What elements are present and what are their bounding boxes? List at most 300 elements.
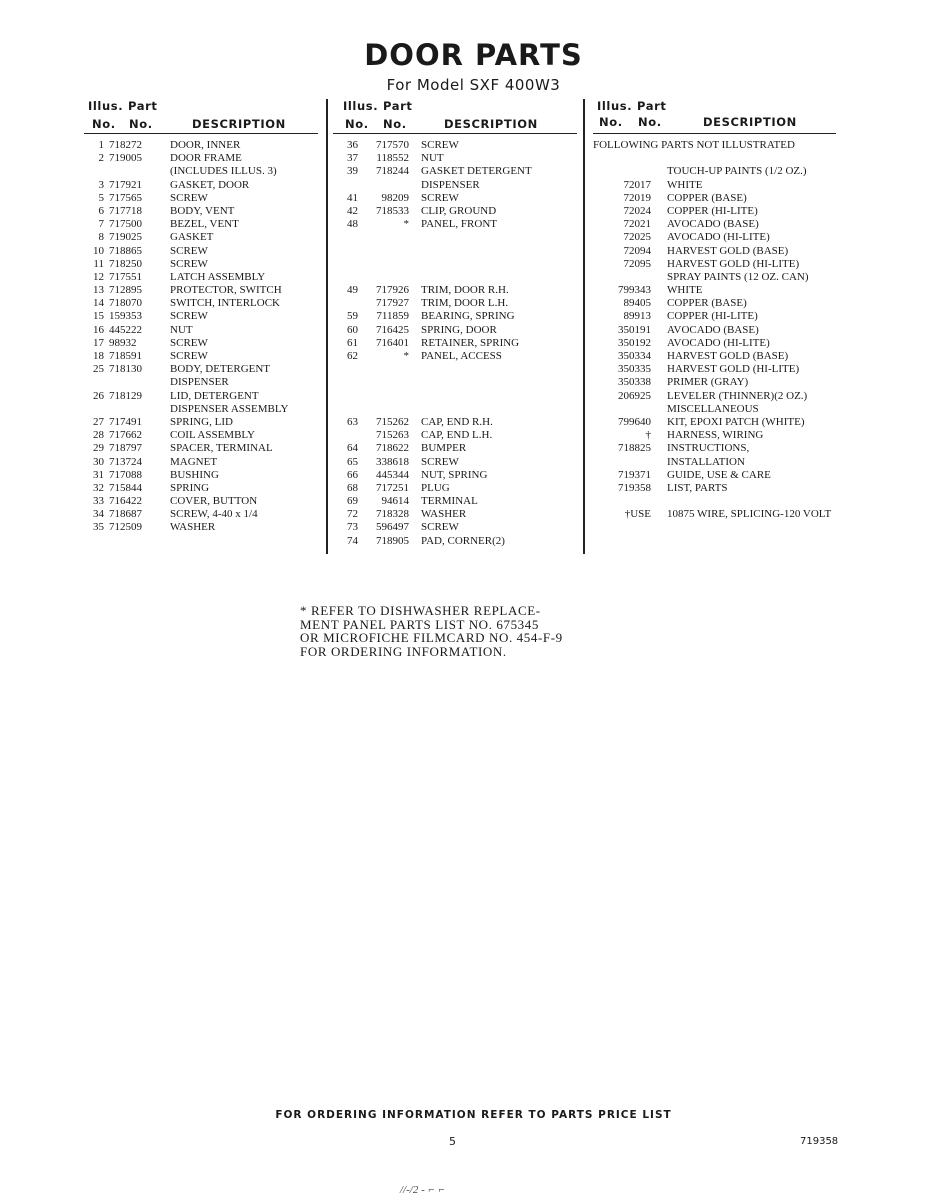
part-number: 799640 (618, 415, 651, 428)
header-illus-no: No. (92, 117, 116, 131)
parts-row (593, 192, 836, 205)
parts-row (593, 310, 836, 323)
part-description: PANEL, ACCESS (421, 350, 502, 362)
part-description: LID, DETERGENT (170, 389, 259, 402)
part-number: 98209 (381, 191, 409, 204)
parts-row (84, 403, 318, 416)
part-number: 350334 (618, 350, 651, 362)
illus-number: 36 (347, 139, 358, 151)
parts-row (593, 442, 836, 455)
part-number: 799343 (618, 284, 651, 297)
part-description: GUIDE, USE & CARE (667, 468, 771, 481)
parts-row (84, 416, 318, 429)
parts-row (84, 469, 318, 482)
part-description: COPPER (HI-LITE) (667, 204, 758, 217)
illus-number: 26 (93, 389, 104, 402)
illus-number: 41 (347, 191, 358, 204)
parts-row (333, 521, 577, 534)
part-number: 717551 (109, 270, 142, 283)
part-number: 718130 (109, 363, 142, 376)
parts-row (333, 416, 577, 429)
parts-row (84, 218, 318, 231)
part-description: SPACER, TERMINAL (170, 442, 273, 455)
parts-row (333, 310, 577, 323)
parts-row (84, 324, 318, 337)
illus-number: 73 (347, 521, 358, 534)
part-description: SCREW (170, 350, 208, 362)
part-description: TRIM, DOOR L.H. (421, 297, 509, 310)
part-number: 716422 (109, 495, 142, 508)
illus-number: 64 (347, 442, 358, 455)
header-description: DESCRIPTION (703, 115, 797, 129)
illus-number: 3 (98, 178, 104, 191)
illus-number: 8 (98, 231, 104, 244)
part-description: SCREW, 4-40 x 1/4 (170, 508, 258, 521)
part-description: LATCH ASSEMBLY (170, 270, 266, 283)
parts-row (84, 205, 318, 218)
part-number: 717718 (109, 204, 142, 217)
part-description: BUSHING (170, 468, 219, 481)
part-description: PRIMER (GRAY) (667, 376, 749, 389)
parts-row (84, 152, 318, 165)
part-number: 72025 (623, 231, 651, 244)
illus-number: 60 (347, 323, 358, 336)
illus-number: 18 (93, 350, 104, 362)
part-number: 717088 (109, 468, 142, 481)
illus-number: 2 (98, 152, 104, 165)
parts-row (84, 442, 318, 455)
parts-row (84, 376, 318, 389)
part-description: COPPER (BASE) (667, 191, 747, 204)
part-description: (INCLUDES ILLUS. 3) (170, 165, 277, 178)
part-description: SCREW (170, 310, 208, 323)
header-part: Part (637, 99, 667, 113)
parts-row (84, 390, 318, 403)
part-number: 712895 (109, 284, 142, 297)
header-description: DESCRIPTION (444, 117, 538, 131)
part-description: SPRAY PAINTS (12 OZ. CAN) (667, 270, 809, 283)
part-number: 718905 (376, 534, 409, 547)
parts-row (84, 179, 318, 192)
part-number: 72095 (623, 257, 651, 270)
part-number: 711859 (376, 310, 409, 323)
part-description: HARVEST GOLD (BASE) (667, 244, 789, 257)
part-number: 445222 (109, 323, 142, 336)
header-description: DESCRIPTION (192, 117, 286, 131)
part-number: 72024 (623, 204, 651, 217)
part-number: 350191 (618, 323, 651, 336)
header-illus: Illus. (597, 99, 633, 113)
section-heading: FOLLOWING PARTS NOT ILLUSTRATED (593, 139, 795, 151)
parts-row (593, 324, 836, 337)
parts-row (333, 245, 577, 258)
part-number: 72021 (623, 218, 651, 231)
part-number: 715263 (376, 429, 409, 442)
parts-row (84, 258, 318, 271)
part-description: HARVEST GOLD (HI-LITE) (667, 363, 800, 376)
part-number: 717662 (109, 429, 142, 442)
part-number: 717570 (376, 139, 409, 151)
part-number: 716401 (376, 336, 409, 349)
parts-row (84, 192, 318, 205)
part-description: AVOCADO (HI-LITE) (667, 336, 770, 349)
column-divider (326, 99, 328, 554)
part-description: BODY, DETERGENT (170, 363, 271, 376)
part-description: AVOCADO (HI-LITE) (667, 231, 770, 244)
illus-number: 61 (347, 336, 358, 349)
illus-number: 34 (93, 508, 104, 521)
part-description: COVER, BUTTON (170, 495, 258, 508)
part-description: WHITE (667, 178, 703, 191)
parts-list-1 (84, 139, 318, 535)
parts-row (333, 218, 577, 231)
part-number: 715844 (109, 481, 142, 494)
illus-number: 62 (347, 350, 358, 362)
part-description: AVOCADO (BASE) (667, 218, 759, 231)
illus-number: 5 (98, 191, 104, 204)
part-description: CAP, END L.H. (421, 429, 493, 442)
header-illus: Illus. (343, 99, 379, 113)
part-description: SPRING, LID (170, 415, 233, 428)
part-number: 712509 (109, 521, 142, 534)
parts-row (593, 271, 836, 284)
part-description: COPPER (HI-LITE) (667, 310, 758, 323)
part-number: 718591 (109, 350, 142, 362)
illus-number: 59 (347, 310, 358, 323)
parts-row (84, 284, 318, 297)
parts-row (593, 390, 836, 403)
part-description: BUMPER (421, 442, 467, 455)
part-description: CAP, END R.H. (421, 415, 493, 428)
parts-row (84, 231, 318, 244)
part-number: 717565 (109, 191, 142, 204)
header-illus-no: No. (345, 117, 369, 131)
illus-number: 33 (93, 495, 104, 508)
part-number: 716425 (376, 323, 409, 336)
part-number: 718825 (618, 442, 651, 455)
header-part: Part (383, 99, 413, 113)
header-illus: Illus. (88, 99, 124, 113)
column-header (84, 98, 318, 134)
note-line: FOR ORDERING INFORMATION. (300, 643, 507, 659)
parts-row (84, 165, 318, 178)
parts-row (333, 469, 577, 482)
part-description: DOOR, INNER (170, 139, 241, 151)
part-description: SCREW (421, 521, 459, 534)
part-number: 338618 (376, 455, 409, 468)
parts-row (333, 429, 577, 442)
illus-number: 17 (93, 336, 104, 349)
page-subtitle: For Model SXF 400W3 (386, 76, 561, 94)
parts-row (333, 508, 577, 521)
part-number: 72094 (623, 244, 651, 257)
parts-row (84, 521, 318, 534)
parts-row (84, 363, 318, 376)
parts-row (593, 165, 836, 178)
part-description: COIL ASSEMBLY (170, 429, 255, 442)
part-description: BODY, VENT (170, 204, 235, 217)
header-part-no: No. (129, 117, 153, 131)
parts-row (333, 376, 577, 389)
illus-number: 14 (93, 297, 104, 310)
illus-number: 49 (347, 284, 358, 297)
part-description: DOOR FRAME (170, 152, 242, 165)
illus-number: 31 (93, 468, 104, 481)
parts-row (593, 429, 836, 442)
parts-row (84, 456, 318, 469)
part-number: 445344 (376, 468, 409, 481)
parts-row (593, 376, 836, 389)
part-number: 718622 (376, 442, 409, 455)
part-number: 89405 (623, 297, 651, 310)
part-number: 718687 (109, 508, 142, 521)
parts-row (333, 390, 577, 403)
parts-row (593, 482, 836, 495)
part-description: WHITE (667, 284, 703, 297)
parts-row (333, 456, 577, 469)
part-number: 98932 (109, 336, 137, 349)
parts-row (84, 139, 318, 152)
part-description: RETAINER, SPRING (421, 336, 520, 349)
parts-row (333, 205, 577, 218)
parts-row (593, 350, 836, 363)
part-description: 10875 WIRE, SPLICING-120 VOLT (667, 508, 832, 521)
parts-row (593, 495, 836, 508)
part-number: 718244 (376, 165, 409, 178)
part-number: 717500 (109, 218, 142, 231)
parts-row (593, 284, 836, 297)
illus-number: 28 (93, 429, 104, 442)
illus-number: 48 (347, 218, 358, 231)
parts-row (333, 495, 577, 508)
illus-number: 35 (93, 521, 104, 534)
part-number: 717926 (376, 284, 409, 297)
part-description: TERMINAL (421, 495, 478, 508)
header-part-no: No. (638, 115, 662, 129)
parts-row (84, 245, 318, 258)
part-description: LIST, PARTS (667, 481, 728, 494)
parts-row (84, 271, 318, 284)
page-number: 5 (449, 1135, 456, 1148)
parts-row (593, 508, 836, 521)
illus-number: 63 (347, 415, 358, 428)
part-number: 713724 (109, 455, 142, 468)
part-description: TOUCH-UP PAINTS (1/2 OZ.) (667, 165, 807, 178)
part-description: WASHER (421, 508, 467, 521)
part-description: SCREW (170, 244, 208, 257)
part-description: BEZEL, VENT (170, 218, 239, 231)
part-description: PAD, CORNER(2) (421, 534, 505, 547)
part-description: PANEL, FRONT (421, 218, 497, 231)
parts-row (593, 297, 836, 310)
part-number: 718328 (376, 508, 409, 521)
illus-number: 30 (93, 455, 104, 468)
parts-column-1 (84, 98, 318, 535)
part-description: SCREW (170, 336, 208, 349)
illus-number: 39 (347, 165, 358, 178)
parts-row (333, 152, 577, 165)
part-number: 118552 (376, 152, 409, 165)
parts-row (333, 271, 577, 284)
column-divider (583, 99, 585, 554)
note-line: * REFER TO DISHWASHER REPLACE- (300, 603, 541, 618)
part-description: DISPENSER (421, 178, 480, 191)
parts-list-3 (593, 139, 836, 521)
part-description: TRIM, DOOR R.H. (421, 284, 509, 297)
part-number: 717921 (109, 178, 142, 191)
part-number: 350338 (618, 376, 651, 389)
part-number: 350335 (618, 363, 651, 376)
parts-row (333, 324, 577, 337)
parts-row (593, 218, 836, 231)
part-description: MISCELLANEOUS (667, 402, 759, 415)
illus-number: 42 (347, 204, 358, 217)
parts-row (333, 442, 577, 455)
parts-row (333, 482, 577, 495)
part-number: 718272 (109, 139, 142, 151)
parts-row (333, 403, 577, 416)
part-number: 596497 (376, 521, 409, 534)
part-description: NUT (421, 152, 444, 165)
part-number: 718070 (109, 297, 142, 310)
part-description: SCREW (421, 455, 459, 468)
part-description: DISPENSER (170, 376, 229, 389)
parts-column-2 (333, 98, 577, 548)
part-description: DISPENSER ASSEMBLY (170, 402, 289, 415)
part-number: 717927 (376, 297, 409, 310)
part-number: 72019 (623, 191, 651, 204)
parts-row (84, 508, 318, 521)
header-part: Part (128, 99, 158, 113)
part-description: PROTECTOR, SWITCH (170, 284, 282, 297)
header-illus-no: No. (599, 115, 623, 129)
part-number: 89913 (623, 310, 651, 323)
parts-row (333, 179, 577, 192)
illus-number: 66 (347, 468, 358, 481)
part-description: MAGNET (170, 455, 218, 468)
illus-number: 16 (93, 323, 104, 336)
parts-row (593, 152, 836, 165)
header-part-no: No. (383, 117, 407, 131)
illus-number: 6 (98, 204, 104, 217)
part-description: SCREW (170, 257, 208, 270)
parts-list-2 (333, 139, 577, 548)
part-number: † (645, 429, 651, 442)
part-number: 72017 (623, 178, 651, 191)
replacement-panel-note (300, 604, 563, 658)
parts-row (84, 429, 318, 442)
part-number: 718533 (376, 204, 409, 217)
part-number: 715262 (376, 415, 409, 428)
parts-row (593, 403, 836, 416)
part-description: HARNESS, WIRING (667, 429, 764, 442)
part-number: 719371 (618, 468, 651, 481)
ordering-info-footer: FOR ORDERING INFORMATION REFER TO PARTS PRICE LIST (275, 1109, 672, 1121)
parts-row (333, 258, 577, 271)
part-number: 350192 (618, 336, 651, 349)
part-description: SWITCH, INTERLOCK (170, 297, 280, 310)
page-title: DOOR PARTS (364, 38, 583, 72)
parts-row (333, 535, 577, 548)
parts-row (593, 245, 836, 258)
part-description: SCREW (170, 191, 208, 204)
part-description: GASKET, DOOR (170, 178, 250, 191)
column-header (593, 98, 836, 134)
illus-number: 7 (98, 218, 104, 231)
part-description: GASKET DETERGENT (421, 165, 532, 178)
part-number: 718129 (109, 389, 142, 402)
parts-row (593, 469, 836, 482)
part-description: SCREW (421, 191, 459, 204)
illus-number: 72 (347, 508, 358, 521)
part-number: 717251 (376, 481, 409, 494)
part-description: AVOCADO (BASE) (667, 323, 759, 336)
parts-row (333, 192, 577, 205)
handwritten-mark: //-/2 - ⌐ ⌐ (400, 1184, 446, 1196)
parts-row (84, 495, 318, 508)
parts-row (593, 231, 836, 244)
column-header (333, 98, 577, 134)
illus-number: 69 (347, 495, 358, 508)
illus-number: 27 (93, 415, 104, 428)
part-description: WASHER (170, 521, 216, 534)
part-description: KIT, EPOXI PATCH (WHITE) (667, 415, 805, 428)
illus-number: 11 (93, 257, 104, 270)
part-number: 718865 (109, 244, 142, 257)
illus-number: 74 (347, 534, 358, 547)
document-number: 719358 (800, 1136, 839, 1147)
part-number: 719025 (109, 231, 142, 244)
note-line: MENT PANEL PARTS LIST NO. 675345 (300, 616, 539, 632)
part-number: * (403, 350, 409, 362)
part-number: 718797 (109, 442, 142, 455)
part-description: NUT (170, 323, 193, 336)
part-description: CLIP, GROUND (421, 204, 497, 217)
part-number: 719358 (618, 481, 651, 494)
part-description: HARVEST GOLD (BASE) (667, 350, 789, 362)
part-description: INSTALLATION (667, 455, 745, 468)
part-description: GASKET (170, 231, 214, 244)
illus-number: 12 (93, 270, 104, 283)
parts-row (333, 297, 577, 310)
illus-number: 29 (93, 442, 104, 455)
illus-number: 65 (347, 455, 358, 468)
part-description: NUT, SPRING (421, 468, 488, 481)
illus-number: 68 (347, 481, 358, 494)
part-number: 719005 (109, 152, 142, 165)
part-number: †USE (624, 508, 651, 521)
parts-row (84, 310, 318, 323)
part-number: 206925 (618, 389, 651, 402)
part-description: LEVELER (THINNER)(2 OZ.) (667, 389, 808, 402)
illus-number: 10 (93, 244, 104, 257)
part-description: BEARING, SPRING (421, 310, 515, 323)
parts-row (593, 337, 836, 350)
illus-number: 1 (98, 139, 104, 151)
part-description: PLUG (421, 481, 450, 494)
part-description: SPRING (170, 481, 210, 494)
parts-row (333, 337, 577, 350)
parts-row (333, 165, 577, 178)
parts-row (333, 350, 577, 363)
part-number: 718250 (109, 257, 142, 270)
illus-number: 32 (93, 481, 104, 494)
parts-row (593, 456, 836, 469)
part-description: HARVEST GOLD (HI-LITE) (667, 257, 800, 270)
parts-row (333, 363, 577, 376)
parts-row (84, 350, 318, 363)
part-number: 94614 (381, 495, 409, 508)
